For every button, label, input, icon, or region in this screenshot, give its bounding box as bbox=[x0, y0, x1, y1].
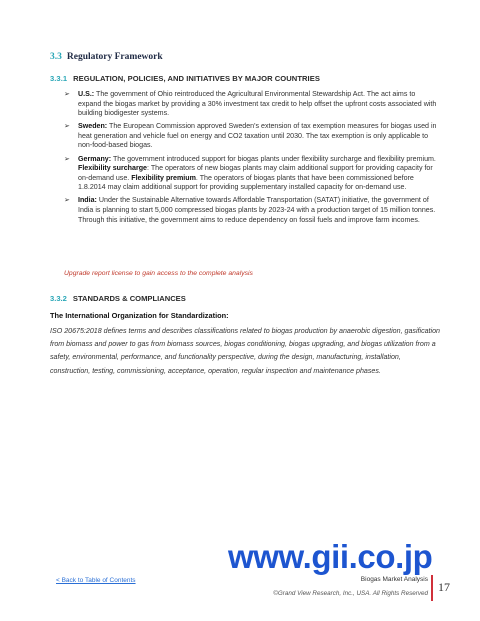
org-title: The International Organization for Standardization: bbox=[50, 311, 229, 320]
arrow-bullet-icon: ➢ bbox=[64, 91, 70, 98]
arrow-bullet-icon: ➢ bbox=[64, 155, 70, 163]
bullet-text: The government introduced support for biogas plants under flexibility surcharge and flexibility premium. bbox=[111, 154, 436, 163]
iso-paragraph: ISO 20675:2018 defines terms and describes classifications related to biogas production by anaerobic digestion, gasification from biomass and power to gas from biomass sources, biogas conditioning, biogas upgrading, and biogas utilization from a safety, environmental, performance, and functionality perspective, during the design, manufacturing, installation, construction, testing, commissioning, acceptance, operation, regular inspection and maintenance phases. bbox=[50, 327, 440, 375]
subsection-heading-regulation bbox=[50, 74, 320, 83]
subsection-title: REGULATION, POLICIES, AND INITIATIVES BY MAJOR COUNTRIES bbox=[73, 74, 320, 83]
subsection-heading-standards bbox=[50, 294, 186, 303]
subsection-number: 3.3.1 bbox=[50, 74, 68, 83]
watermark-logo: www.gii.co.jp bbox=[228, 538, 433, 575]
country-label: Sweden: bbox=[78, 122, 108, 131]
country-label: Germany: bbox=[78, 154, 112, 163]
section-heading bbox=[50, 52, 163, 62]
report-name: Biogas Market Analysis bbox=[360, 576, 428, 583]
bullet-text: . The operators of biogas plants that have been commissioned before 1.8.2014 may claim additional support for providing supplementary installed capacity for on-demand use. bbox=[78, 173, 414, 192]
section-title: Regulatory Framework bbox=[66, 52, 163, 62]
regulation-list bbox=[64, 90, 440, 229]
upgrade-license-link[interactable]: Upgrade report license to gain access to the complete analysis bbox=[64, 270, 253, 277]
footer-divider bbox=[431, 575, 433, 601]
copyright-text: ©Grand View Research, Inc., USA. All Rights Reserved bbox=[273, 590, 428, 597]
back-to-toc-link[interactable]: < Back to Table of Contents bbox=[56, 577, 136, 584]
bullet-text: The government of Ohio reintroduced the Agricultural Environmental Stewardship Act. The act aims to expand the biogas market by providing a 30% investment tax credit to help offset the upfront costs associated with building biodigester systems. bbox=[78, 90, 437, 118]
bullet-text: : The operators of new biogas plants may claim additional support for providing capacity for on-demand use. bbox=[78, 164, 433, 182]
country-label: U.S.: bbox=[78, 90, 95, 98]
section-number: 3.3 bbox=[50, 52, 62, 62]
list-item-india bbox=[64, 196, 440, 225]
bullet-text: The European Commission approved Sweden's extension of tax exemption measures for biogas used in heat generation and vehicle fuel on energy and CO2 taxation until 2030. The tax exemption is only applicable to non-food-based biogas. bbox=[78, 122, 437, 150]
arrow-bullet-icon: ➢ bbox=[64, 197, 70, 205]
list-item-us bbox=[64, 90, 440, 119]
list-item-germany bbox=[64, 155, 440, 193]
subsection-title: STANDARDS & COMPLIANCES bbox=[72, 294, 186, 303]
term-label: Flexibility surcharge bbox=[78, 164, 147, 173]
bullet-text: Under the Sustainable Alternative towards Affordable Transportation (SATAT) initiative, the government of India is planning to start 5,000 compressed biogas plants by 2023-24 with a production target of 15 million tonnes. Through this initiative, the government aims to reduce dependency on fossil fuels and improve farm incomes. bbox=[78, 196, 436, 224]
subsection-number: 3.3.2 bbox=[50, 294, 67, 303]
country-label: India: bbox=[78, 196, 97, 205]
term-label: Flexibility premium bbox=[131, 173, 196, 182]
list-item-sweden bbox=[64, 122, 440, 151]
arrow-bullet-icon: ➢ bbox=[64, 123, 70, 131]
page-number: 17 bbox=[438, 580, 450, 594]
